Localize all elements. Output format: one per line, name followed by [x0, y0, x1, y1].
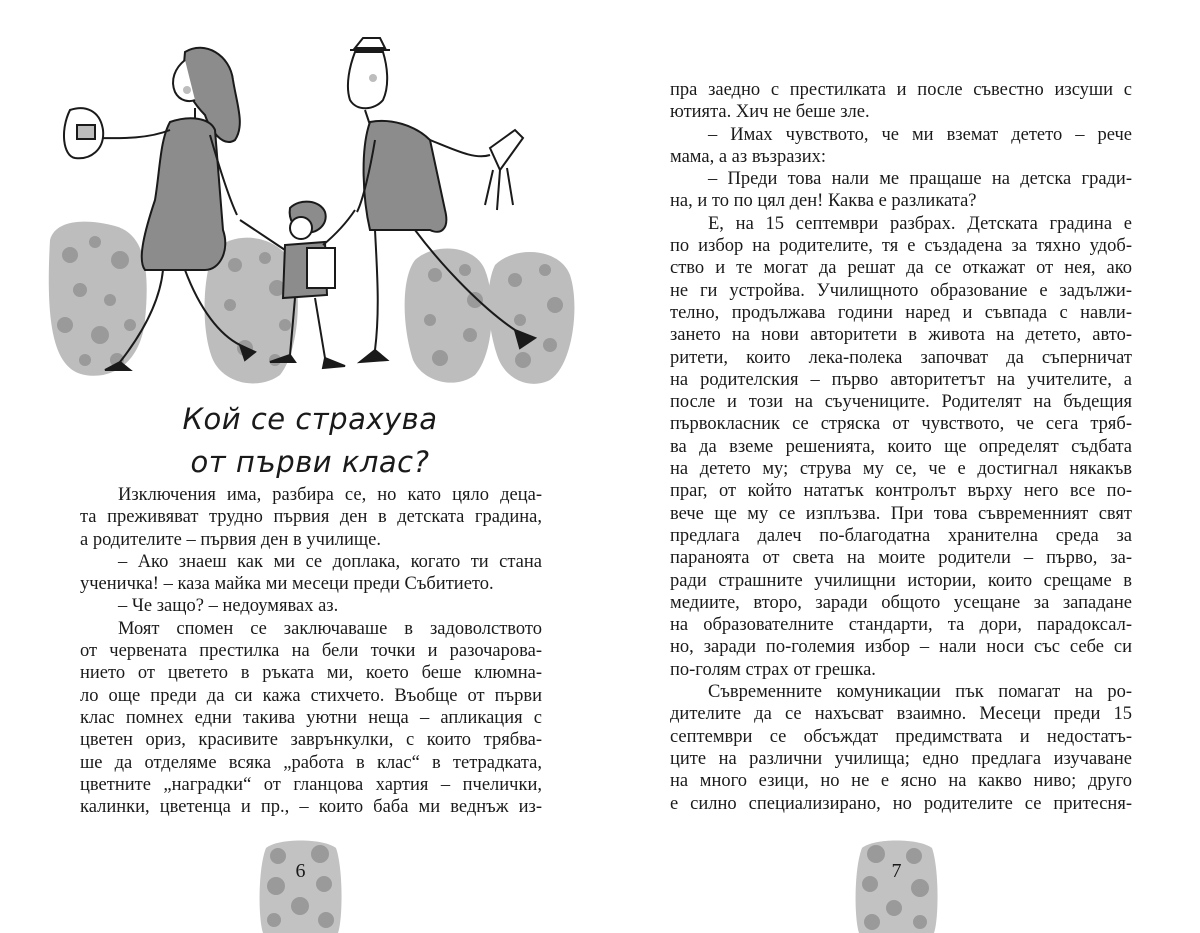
page-number-badge [854, 838, 939, 933]
text-line: ютията. Хич не беше зле. [670, 102, 870, 123]
text-line: праг, от който нататък контролът върху него все по- [670, 481, 1132, 502]
text-line: на детето му; струва му се, че е достигнал някакъв [670, 459, 1132, 480]
text-line: ради страшните училищни истории, които срещаме в [670, 570, 1132, 591]
chapter-title-line: от първи клас? [190, 445, 430, 479]
text-line: та преживяват трудно първия ден в детската градина, [80, 507, 542, 528]
text-line: – Ако знаеш как ми се доплака, когато ти стана [118, 551, 542, 572]
right-page [600, 0, 1200, 933]
text-line: ученичка! – каза майка ми месеци преди Събитието. [80, 574, 494, 595]
family-walking-illustration [45, 30, 575, 395]
chapter-title [80, 398, 540, 484]
text-line: дителите да се нахъсват взаимно. Месеци преди 15 [670, 704, 1132, 725]
text-line: – Че защо? – недоумявах аз. [118, 596, 339, 617]
text-line: по избор на родителите, тя е създадена за тяхно удоб- [670, 236, 1132, 257]
text-line: не ги устройва. Училищното образование е задължи- [670, 280, 1132, 301]
text-line: е силно специализирано, но родителите се притесня- [670, 793, 1132, 814]
text-line: калинки, цветенца и пр., – които баба ми веднъж из- [80, 797, 542, 818]
left-body-text [80, 484, 542, 818]
text-line: цветен ориз, красивите заврънкулки, с които трябва- [80, 730, 542, 751]
page-number-badge [258, 838, 343, 933]
text-line: а родителите – първия ден в училище. [80, 529, 382, 550]
chapter-title-line: Кой се страхува [182, 402, 438, 436]
text-line: вече ще му се изплъзва. При това съвременният свят [670, 503, 1132, 524]
stone-badge-shape [258, 838, 343, 933]
text-line: – Имах чувството, че ми вземат детето – рече [708, 124, 1132, 145]
text-line: ше да отделяме всяка „работа в клас“ в тетрадката, [80, 752, 542, 773]
text-line: но, заради по-големия избор – нали носи със себе си [670, 637, 1132, 658]
text-line: телно, продължава години наред и съвпада с навли- [670, 302, 1132, 323]
text-line: ва да вземе решенията, които ще определят съдбата [670, 436, 1132, 457]
text-line: клас помнех едни такива уютни неща – апликация с [80, 707, 542, 728]
page-number: 6 [295, 860, 306, 882]
text-line: зането на нови авторитети в живота на детето, авто- [670, 325, 1132, 346]
text-line: Моят спомен се заключаваше в задоволството [118, 618, 542, 639]
text-line: Съвременните комуникации пък помагат на ро- [708, 682, 1132, 703]
stone-badge-shape [854, 838, 939, 933]
text-line: Е, на 15 септември разбрах. Детската градина е [708, 213, 1132, 234]
text-line: на образователните стандарти, та дори, парадоксал- [670, 615, 1132, 636]
text-line: на родителския – първо авторитетът на учителите, а [670, 369, 1132, 390]
text-line: пра заедно с престилката и после съвестно изсуши с [670, 80, 1132, 100]
text-line: ло още преди да си кажа стихчето. Въобще от първи [80, 685, 542, 706]
text-line: ритети, които лека-полека започват да съперничат [670, 347, 1132, 368]
text-line: цветните „наградки“ от гланцова хартия – пчелички, [80, 774, 542, 795]
text-line: на много езици, но не е ясно на какво ниво; друго [670, 771, 1132, 792]
text-line: после и този на съучениците. Родителят на бъдещия [670, 392, 1132, 413]
text-line: мама, а аз възразих: [670, 146, 827, 167]
text-line: предлага далеч по-благодатна хранителна среда за [670, 525, 1132, 546]
text-line: на, и то по цял ден! Каква е разликата? [670, 191, 977, 212]
text-line: медиите, второ, заради общото усещане за западане [670, 592, 1132, 613]
text-line: Изключения има, разбира се, но като цяло деца- [118, 485, 542, 505]
page-number: 7 [891, 860, 902, 882]
text-line: нието от цветето в ръката ми, което беше клюмна- [80, 663, 542, 684]
text-line: от червената престилка на бели точки и разочарова- [80, 641, 542, 662]
text-line: първокласник се стряска от чувството, че сега тряб- [670, 414, 1132, 435]
text-line: септември се обсъждат предимствата и недостатъ- [670, 726, 1132, 747]
text-line: по-голям страх от грешка. [670, 659, 876, 680]
text-line: ство и те могат да решат да се откажат от нея, ако [670, 258, 1132, 279]
text-line: ците на различни училища; едно предлага изучаване [670, 748, 1132, 769]
right-body-text [670, 79, 1132, 815]
text-line: параноята от света на моите родители – първо, за- [670, 548, 1132, 569]
text-line: – Преди това нали ме пращаше на детска гради- [708, 169, 1132, 190]
